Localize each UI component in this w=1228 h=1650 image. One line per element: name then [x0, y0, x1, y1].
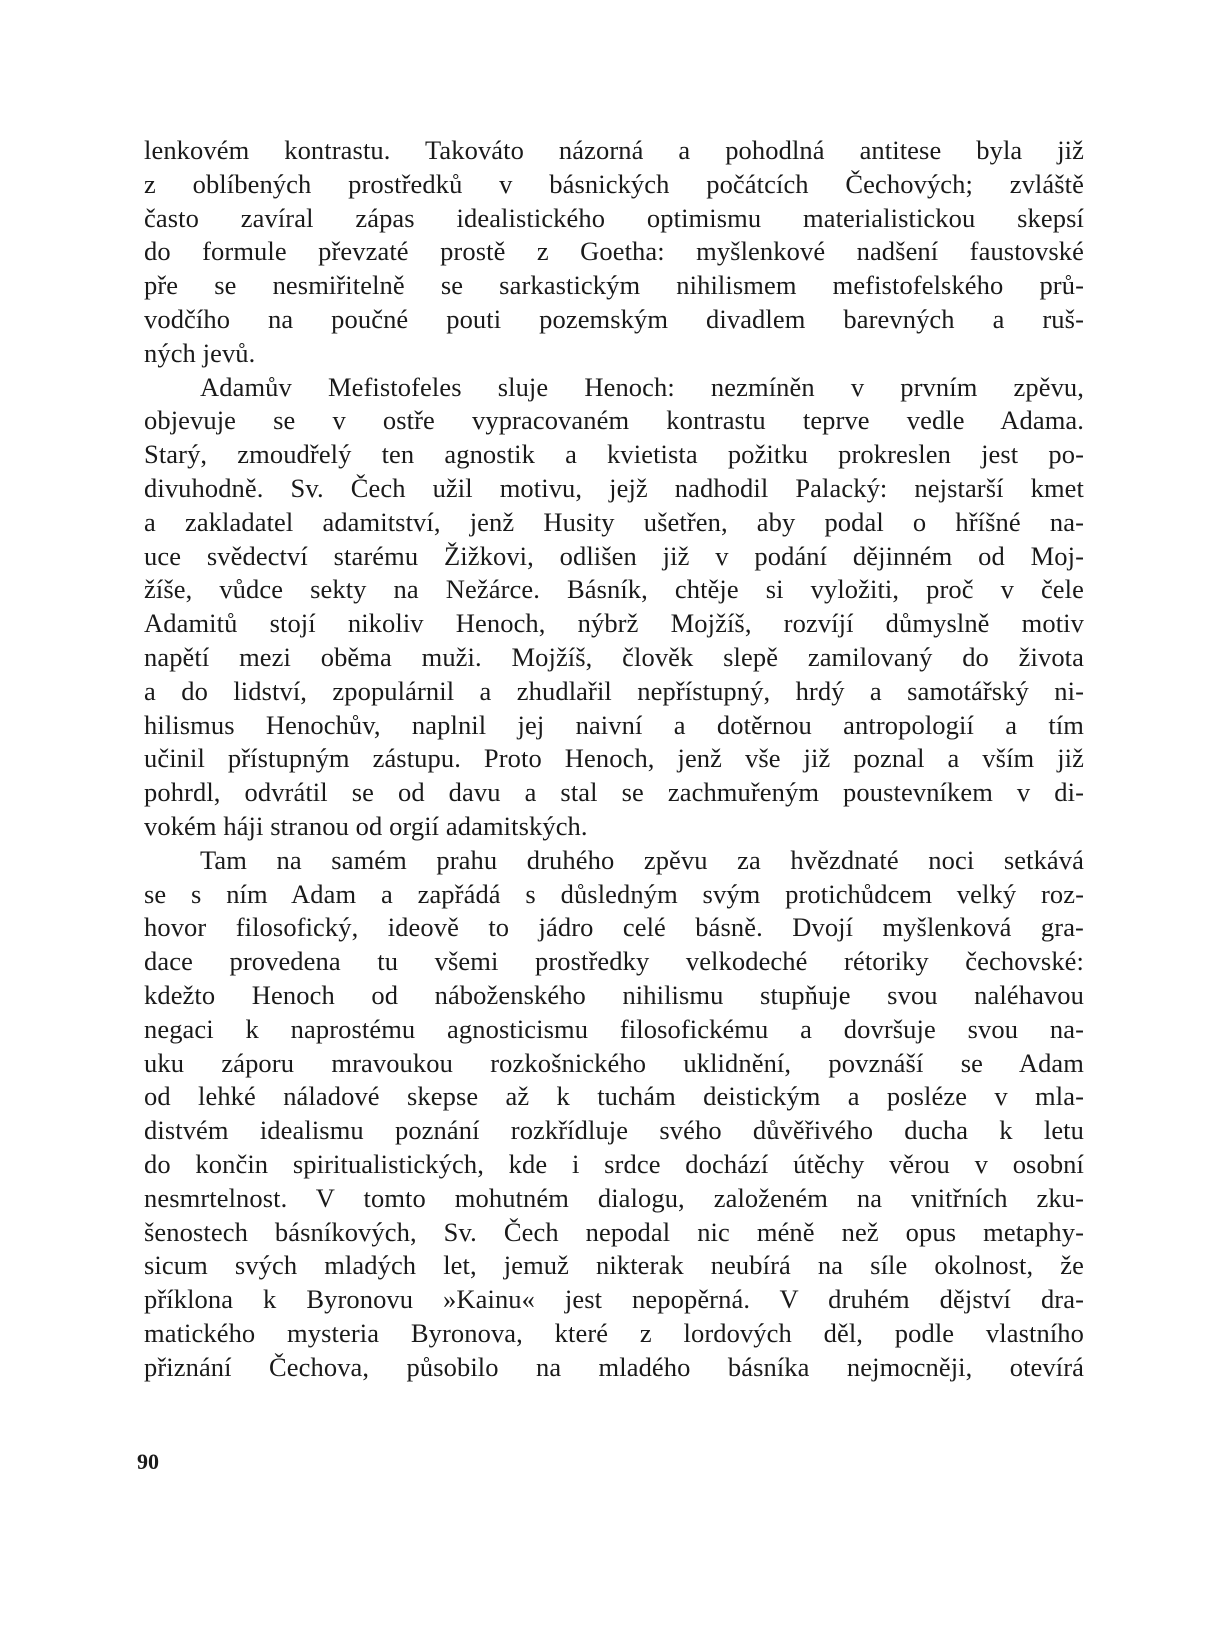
text-line: žíše, vůdce sekty na Nežárce. Básník, chtěje si vyložiti, proč v čele — [144, 574, 1084, 605]
text-line: Starý, zmoudřelý ten agnostik a kvietista požitku prokreslen jest po- — [144, 439, 1084, 470]
text-line: napětí mezi oběma muži. Mojžíš, člověk slepě zamilovaný do života — [144, 641, 1084, 672]
text-line: negaci k naprostému agnosticismu filosofickému a dovršuje svou na- — [144, 1013, 1084, 1044]
paragraph-2 — [144, 371, 1084, 844]
text-line: dace provedena tu všemi prostředky velkodeché rétoriky čechovské: — [144, 946, 1084, 977]
text-line: uce svědectví starému Žižkovi, odlišen již v podání dějinném od Moj- — [144, 540, 1084, 571]
text-line: objevuje se v ostře vypracovaném kontrastu teprve vedle Adama. — [144, 405, 1084, 436]
text-line: vodčího na poučné pouti pozemským divadlem barevných a ruš- — [144, 303, 1084, 334]
text-line: matického mysteria Byronova, které z lordových děl, podle vlastního — [144, 1317, 1084, 1348]
text-line: a zakladatel adamitství, jenž Husity ušetřen, aby podal o hříšné na- — [144, 506, 1084, 537]
text-line: se s ním Adam a zapřádá s důsledným svým protichůdcem velký roz- — [144, 878, 1084, 909]
text-line: ných jevů. — [144, 337, 256, 368]
text-line: do formule převzaté prostě z Goetha: myšlenkové nadšení faustovské — [144, 236, 1084, 267]
text-line: od lehké náladové skepse až k tuchám deistickým a posléze v mla- — [144, 1081, 1084, 1112]
text-line: Adamův Mefistofeles sluje Henoch: nezmíněn v prvním zpěvu, — [200, 371, 1084, 402]
text-line: Tam na samém prahu druhého zpěvu za hvězdnaté noci setkává — [200, 844, 1084, 875]
text-line: vokém háji stranou od orgií adamitských. — [144, 810, 588, 841]
paragraph-1 — [144, 134, 1084, 371]
text-line: do končin spiritualistických, kde i srdce dochází útěchy věrou v osobní — [144, 1148, 1084, 1179]
text-line: sicum svých mladých let, jemuž nikterak neubírá na síle okolnost, že — [144, 1250, 1084, 1281]
text-line: příklona k Byronovu »Kainu« jest nepopěrná. V druhém dějství dra- — [144, 1284, 1084, 1315]
paragraph-3 — [144, 844, 1084, 1385]
text-line: pře se nesmiřitelně se sarkastickým nihilismem mefistofelského prů- — [144, 270, 1084, 301]
text-line: a do lidství, zpopulárnil a zhudlařil nepřístupný, hrdý a samotářský ni- — [144, 675, 1084, 706]
text-line: hilismus Henochův, naplnil jej naivní a dotěrnou antropologií a tím — [144, 709, 1084, 740]
text-line: šenostech básníkových, Sv. Čech nepodal nic méně než opus metaphy- — [144, 1216, 1084, 1247]
text-line: distvém idealismu poznání rozkřídluje svého důvěřivého ducha k letu — [144, 1115, 1084, 1146]
text-line: hovor filosofický, ideově to jádro celé básně. Dvojí myšlenková gra- — [144, 912, 1084, 943]
text-line: pohrdl, odvrátil se od davu a stal se zachmuřeným poustevníkem v di- — [144, 777, 1084, 808]
text-line: učinil přístupným zástupu. Proto Henoch, jenž vše již poznal a vším již — [144, 743, 1084, 774]
page-number: 90 — [137, 1449, 159, 1474]
text-line: kdežto Henoch od náboženského nihilismu stupňuje svou naléhavou — [144, 979, 1084, 1010]
text-line: Adamitů stojí nikoliv Henoch, nýbrž Mojžíš, rozvíjí důmyslně motiv — [144, 608, 1084, 639]
text-line: z oblíbených prostředků v básnických počátcích Čechových; zvláště — [144, 168, 1084, 199]
text-line: uku záporu mravoukou rozkošnického uklidnění, povznáší se Adam — [144, 1047, 1084, 1078]
text-line: lenkovém kontrastu. Takováto názorná a pohodlná antitese byla již — [144, 135, 1084, 165]
body-text — [144, 134, 1084, 1384]
text-line: přiznání Čechova, působilo na mladého básníka nejmocněji, otevírá — [144, 1351, 1084, 1382]
text-line: nesmrtelnost. V tomto mohutném dialogu, založeném na vnitřních zku- — [144, 1182, 1084, 1213]
text-line: často zavíral zápas idealistického optimismu materialistickou skepsí — [144, 202, 1084, 233]
text-line: divuhodně. Sv. Čech užil motivu, jejž nadhodil Palacký: nejstarší kmet — [144, 472, 1084, 503]
